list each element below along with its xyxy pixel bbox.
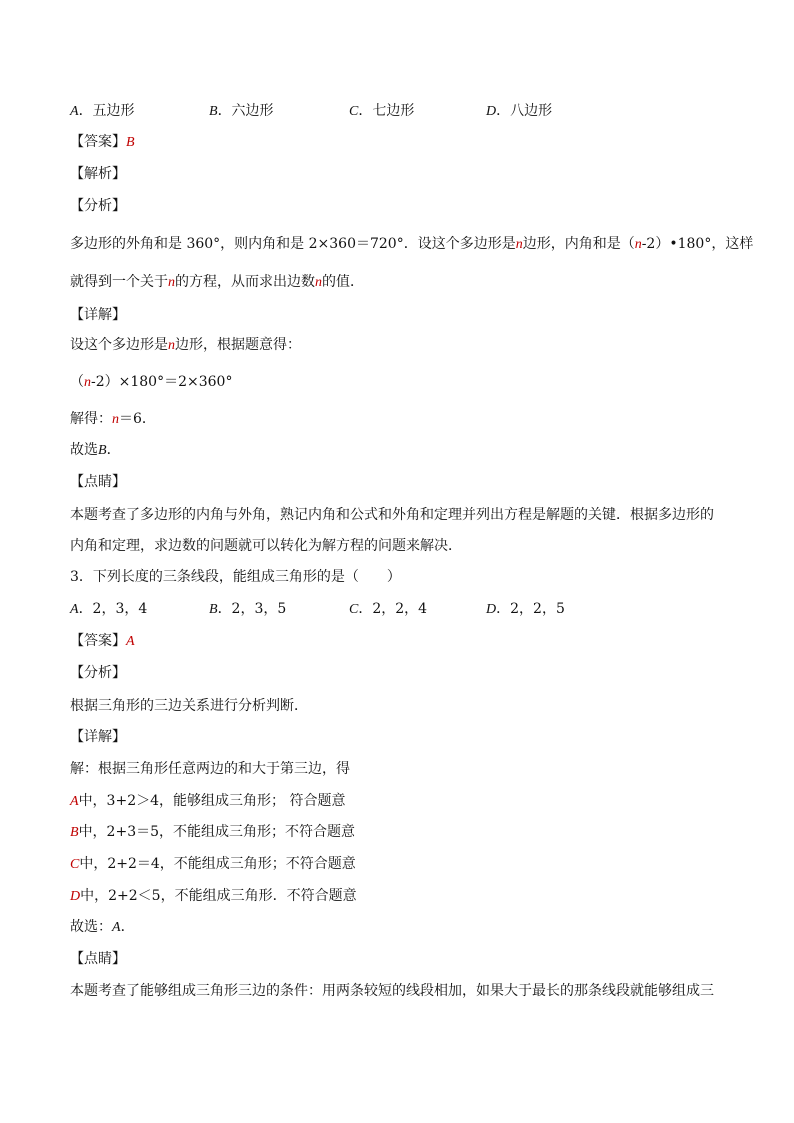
q2-xiangjie-line-4: 故选B．: [70, 442, 121, 458]
q3-xiangjie-line-1: 解：根据三角形任意两边的和大于第三边，得: [70, 761, 350, 777]
q2-jiexi-heading: 【解析】: [70, 166, 126, 182]
q3-xiangjie-heading: 【详解】: [70, 729, 126, 745]
q3-fenxi-heading: 【分析】: [70, 665, 126, 681]
q2-option-a: A．五边形: [70, 103, 135, 119]
q2-dianjing-heading: 【点睛】: [70, 474, 126, 490]
q3-choose: 故选：A．: [70, 919, 135, 935]
q2-xiangjie-heading: 【详解】: [70, 307, 126, 323]
q3-case-a: A中，3+2＞4，能够组成三角形； 符合题意: [70, 793, 346, 809]
q3-option-d: D．2，2，5: [486, 601, 565, 617]
q3-fenxi-line-1: 根据三角形的三边关系进行分析判断．: [70, 698, 308, 714]
q2-dianjing-line-2: 内角和定理，求边数的问题就可以转化为解方程的问题来解决．: [70, 538, 462, 554]
q3-options: [70, 600, 730, 618]
q2-option-b: B．六边形: [209, 103, 274, 119]
q3-stem: 3．下列长度的三条线段，能组成三角形的是（ ）: [70, 569, 401, 585]
q2-xiangjie-line-1: 设这个多边形是n边形，根据题意得：: [70, 337, 301, 353]
q3-option-a: A．2，3，4: [70, 601, 148, 617]
q3-case-c: C中，2+2＝4，不能组成三角形；不符合题意: [70, 856, 356, 872]
q2-fenxi-line-1: 多边形的外角和是 360°，则内角和是 2×360＝720°．设这个多边形是n边形，内角和是（n-2）•180°，这样: [70, 236, 754, 252]
q2-xiangjie-line-3: 解得：n＝6．: [70, 411, 156, 427]
q2-dianjing-line-1: 本题考查了多边形的内角与外角，熟记内角和公式和外角和定理并列出方程是解题的关键．根据多边形的: [70, 507, 714, 523]
q3-dianjing-line-1: 本题考查了能够组成三角形三边的条件：用两条较短的线段相加，如果大于最长的那条线段就能够组成三: [70, 983, 714, 999]
q2-option-d: D．八边形: [486, 103, 553, 119]
q2-option-c: C．七边形: [349, 103, 415, 119]
q3-dianjing-heading: 【点睛】: [70, 951, 126, 967]
q3-answer: 【答案】A: [70, 633, 135, 649]
q2-answer: 【答案】B: [70, 134, 135, 150]
q3-case-b: B中，2+3＝5，不能组成三角形；不符合题意: [70, 824, 356, 840]
q3-case-d: D中，2+2＜5，不能组成三角形．不符合题意: [70, 888, 357, 904]
q2-options: [70, 102, 730, 120]
q2-fenxi-line-2: 就得到一个关于n的方程，从而求出边数n的值．: [70, 274, 364, 290]
q3-option-c: C．2，2，4: [349, 601, 428, 617]
q3-option-b: B．2，3，5: [209, 601, 287, 617]
q2-fenxi-heading: 【分析】: [70, 198, 126, 214]
q2-xiangjie-line-2: （n-2）×180°＝2×360°: [70, 374, 233, 390]
